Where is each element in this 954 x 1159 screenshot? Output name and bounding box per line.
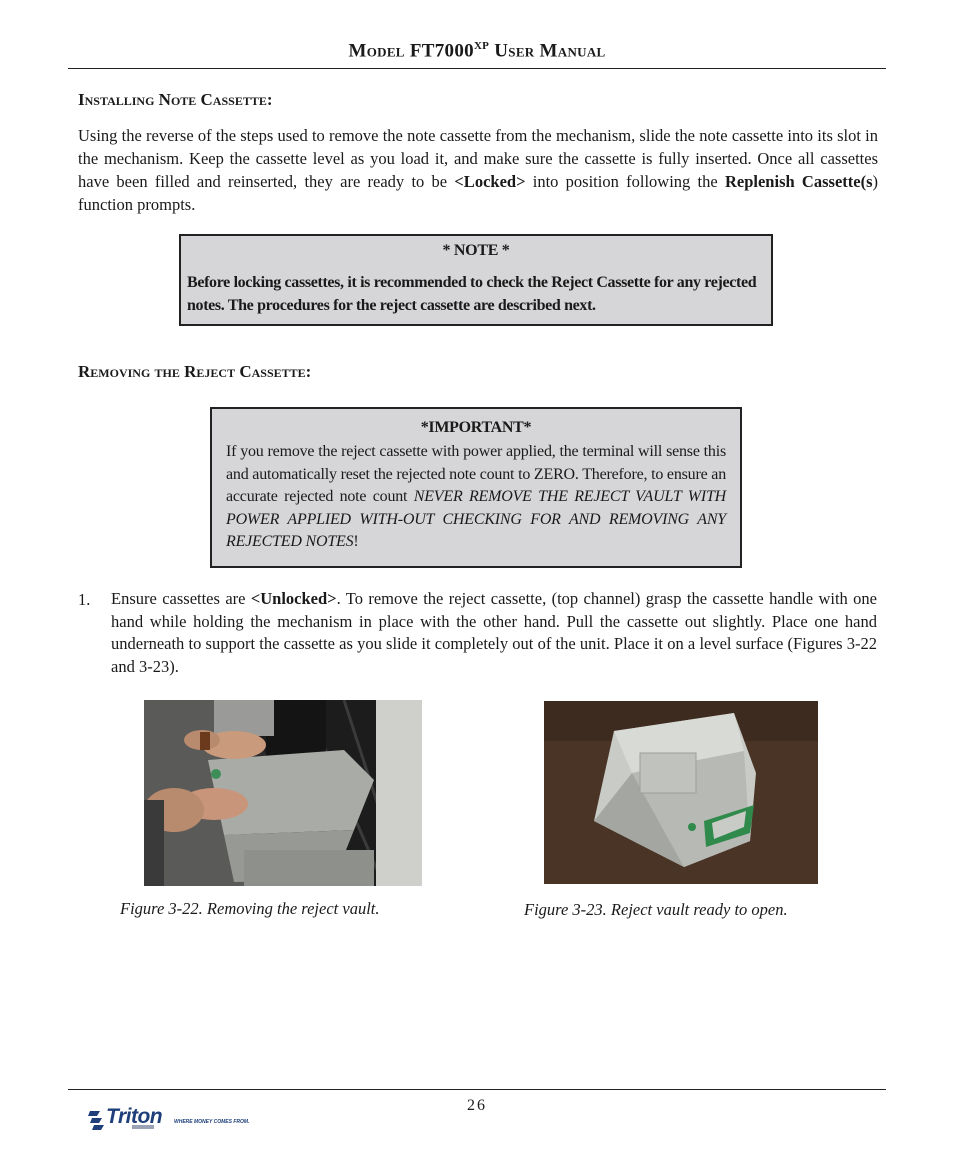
page-header bbox=[0, 40, 954, 62]
important-box bbox=[210, 407, 742, 568]
unlocked-term: <Unlocked> bbox=[250, 589, 337, 608]
section-heading-removing: Removing the Reject Cassette: bbox=[78, 362, 312, 381]
figure-3-22-caption: Figure 3-22. Removing the reject vault. bbox=[120, 899, 380, 918]
header-manual-title: User Manual bbox=[494, 40, 606, 62]
step-text-end: . To remove the reject cassette, (top channel) grasp the cassette handle with one hand while holding the mechanism in place with the other hand. Pull the cassette out slightly. Place one hand underneath to support the cassette as you slide it completely out of the unit. Place it on a level surface (Figures 3-22 and 3-23). bbox=[111, 589, 877, 676]
figure-3-23-image bbox=[544, 701, 818, 884]
replenish-term: Replenish Cassette(s bbox=[724, 172, 873, 191]
important-warning: NEVER REMOVE THE REJECT VAULT WITH POWER APPLIED WITH-OUT CHECKING FOR AND REMOVING ANY REJECTED NOTES bbox=[226, 488, 727, 550]
header-model-prefix: Model bbox=[348, 40, 405, 62]
header-rule bbox=[68, 68, 886, 69]
para-text: ) function prompts. bbox=[78, 172, 878, 214]
note-box bbox=[179, 234, 773, 326]
page-number: 26 bbox=[467, 1097, 487, 1114]
important-title: *IMPORTANT* bbox=[420, 419, 532, 436]
figure-3-22-photo bbox=[144, 700, 422, 886]
para-text: Using the reverse of the steps used to remove the note cassette from the mechanism, slide the note cassette into its slot in the mechanism. Keep the cassette level as you load it, and make sure the cassette is fully inserted. Once all cassettes have been filled and reinserted, they are ready to be bbox=[78, 126, 878, 191]
header-model-superscript: XP bbox=[473, 40, 490, 52]
section-heading-installing: Installing Note Cassette: bbox=[78, 90, 273, 109]
important-text bbox=[226, 441, 726, 554]
figure-3-22-image bbox=[144, 700, 422, 886]
para-text: into position following the bbox=[525, 172, 725, 191]
figure-3-23-caption: Figure 3-23. Reject vault ready to open. bbox=[524, 900, 788, 919]
triton-logo bbox=[88, 1105, 253, 1132]
triton-logo-tagline: WHERE MONEY COMES FROM. bbox=[174, 1119, 250, 1125]
header-model-number: FT7000 bbox=[409, 40, 474, 62]
step-number: 1. bbox=[78, 590, 91, 609]
installing-paragraph bbox=[78, 124, 878, 216]
note-text: Before locking cassettes, it is recommended to check the Reject Cassette for any rejected notes. The procedures for the reject cassette are described next. bbox=[187, 274, 757, 314]
locked-term: <Locked> bbox=[454, 172, 526, 191]
note-title: * NOTE * bbox=[442, 242, 510, 259]
triton-logo-text: Triton bbox=[106, 1105, 163, 1128]
figure-3-23-photo bbox=[544, 701, 818, 884]
important-body: If you remove the reject cassette with power applied, the terminal will sense this and automatically reset the rejected note count to ZERO. Therefore, to ensure an accurate rejected note count bbox=[226, 443, 726, 505]
footer-rule bbox=[68, 1089, 886, 1090]
step-text bbox=[111, 588, 877, 678]
step-text-start: Ensure cassettes are bbox=[111, 589, 251, 608]
important-end: ! bbox=[353, 533, 359, 550]
